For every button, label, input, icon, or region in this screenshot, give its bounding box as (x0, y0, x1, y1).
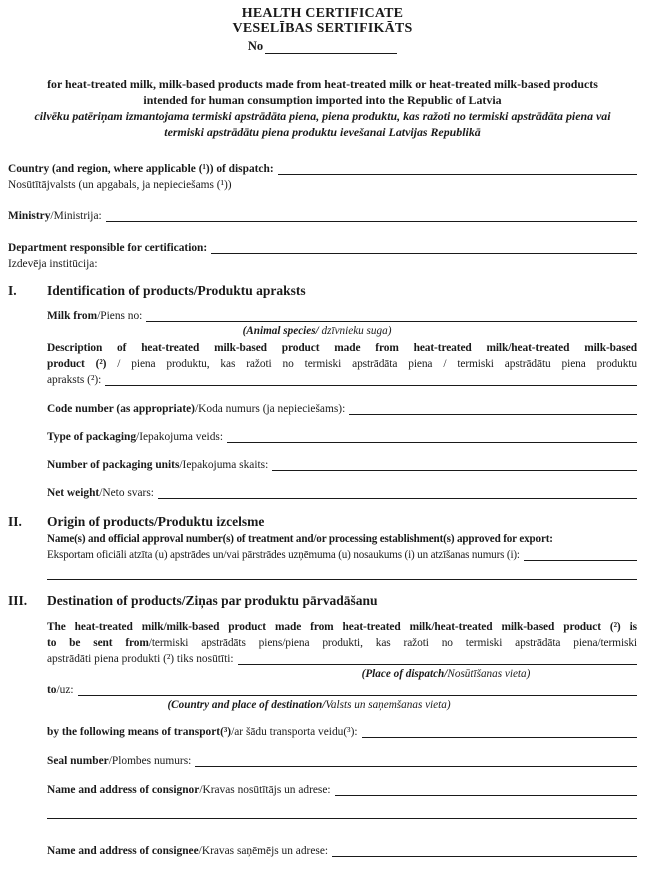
packaging-type-blank-line (227, 429, 637, 443)
certificate-no-label: No (247, 39, 264, 53)
seal-number-label-lv: /Plombes numurs: (108, 755, 192, 767)
sent-from-line-1: The heat-treated milk/milk-based product made from heat-treated milk/heat-treated milk-based product (²) is (47, 621, 637, 633)
destination-caption (47, 698, 571, 712)
ministry-label-en: Ministry (8, 210, 51, 222)
destination-row (47, 682, 637, 698)
consignor-blank-line (335, 782, 637, 796)
department-blank-line (211, 240, 637, 254)
code-number-blank-line (349, 401, 637, 415)
country-of-dispatch-row (8, 161, 637, 177)
title-en: HEALTH CERTIFICATE (241, 6, 404, 21)
animal-species-caption (47, 324, 587, 338)
section-i-heading (8, 282, 637, 300)
certificate-number-row (8, 38, 637, 56)
net-weight-row (47, 485, 637, 501)
sent-from-line-2-lv: /termiski apstrādāts piens/piena produkti, kas ražoti no termiski apstrādāta piena/termiski (148, 637, 637, 649)
consignee-blank-line (332, 843, 637, 857)
net-weight-label-en: Net weight (47, 487, 100, 499)
country-blank-line (278, 161, 637, 175)
milk-from-row (47, 308, 637, 324)
place-of-dispatch-caption-lv: Nosūtīšanas vieta) (447, 668, 531, 680)
packaging-units-label-lv: /Iepakojuma skaits: (179, 459, 269, 471)
seal-number-blank-line (195, 753, 637, 767)
packaging-type-row (47, 429, 637, 445)
packaging-units-blank-line (272, 457, 637, 471)
approval-continuation-line (47, 579, 637, 580)
packaging-type-label-en: Type of packaging (47, 431, 137, 443)
place-of-dispatch-blank-line (238, 651, 637, 665)
department-label-lv: Izdevēja institūcija: (8, 258, 98, 270)
approval-blank-line (524, 547, 637, 561)
section-ii-title: Origin of products/Produktu izcelsme (47, 514, 265, 529)
section-iii-numeral: III. (8, 593, 28, 608)
description-blank-line (105, 372, 637, 386)
transport-label-en: by the following means of transport(³) (47, 726, 232, 738)
description-line-2-en: product (²) (47, 358, 107, 370)
transport-label-lv: /ar šādu transporta veidu(³): (231, 726, 358, 738)
code-number-label-en: Code number (as appropriate) (47, 403, 195, 415)
destination-caption-en: (Country and place of destination/ (167, 699, 326, 711)
section-ii-numeral: II. (8, 514, 22, 529)
place-of-dispatch-caption-en: (Place of dispatch/ (361, 668, 448, 680)
transport-row (47, 724, 637, 740)
country-label-lv: Nosūtītājvalsts (un apgabals, ja nepieciešams (¹)) (8, 179, 232, 191)
milk-from-label-en: Milk from (47, 310, 98, 322)
ministry-row (8, 208, 637, 224)
place-of-dispatch-caption (248, 667, 644, 681)
description-line-2 (47, 356, 637, 372)
sent-from-line-2 (47, 635, 637, 651)
animal-species-caption-en: (Animal species/ (242, 325, 319, 337)
sent-from-line-3: apstrādāti piena produkti (²) tiks nosūtīti: (47, 653, 234, 665)
product-description-paragraph (47, 340, 637, 388)
sent-from-line-2-en: to be sent from (47, 637, 149, 649)
description-line-3-row (47, 372, 637, 388)
intro-en: for heat-treated milk, milk-based products made from heat-treated milk or heat-treated milk-based products intended for human consumption imported into the Republic of Latvia (47, 77, 598, 107)
ministry-blank-line (106, 208, 637, 222)
approval-statement-row-lv (47, 547, 637, 563)
code-number-label-lv: /Koda numurs (ja nepieciešams): (194, 403, 346, 415)
intro-paragraph (8, 76, 637, 140)
description-line-3: apraksts (²): (47, 374, 102, 386)
to-label-en: to (47, 684, 57, 696)
sent-from-paragraph (47, 619, 637, 667)
transport-blank-line (362, 724, 637, 738)
section-i-title: Identification of products/Produktu apraksts (47, 283, 306, 298)
department-label-en: Department responsible for certification: (8, 242, 208, 254)
approval-statement-en: Name(s) and official approval number(s) of treatment and/or processing establishment(s) approved for export: (47, 533, 553, 545)
section-ii-heading (8, 513, 637, 531)
consignee-label-en: Name and address of consignee (47, 845, 199, 857)
milk-from-label-lv: /Piens no: (97, 310, 143, 322)
packaging-type-label-lv: /Iepakojuma veids: (136, 431, 224, 443)
animal-species-caption-lv: dzīvnieku suga) (318, 325, 392, 337)
consignor-row (47, 782, 637, 798)
title-lv: VESELĪBAS SERTIFIKĀTS (232, 21, 413, 36)
packaging-units-label-en: Number of packaging units (47, 459, 180, 471)
sent-from-line-3-row (47, 651, 637, 667)
consignor-label-lv: /Kravas nosūtītājs un adrese: (199, 784, 331, 796)
description-line-1: Description of heat-treated milk-based product made from heat-treated milk/heat-treated milk-based (47, 342, 637, 354)
section-iii-title: Destination of products/Ziņas par produktu pārvadāšanu (47, 593, 378, 608)
net-weight-label-lv: /Neto svars: (99, 487, 154, 499)
consignor-label-en: Name and address of consignor (47, 784, 200, 796)
consignee-label-lv: /Kravas saņēmējs un adrese: (198, 845, 329, 857)
packaging-units-row (47, 457, 637, 473)
approval-statement-lv: Eksportam oficiāli atzīta (u) apstrādes un/vai pārstrādes uzņēmuma (u) nosaukums (i) un atzīšanas numurs (i): (47, 549, 520, 561)
ministry-label-lv: /Ministrija: (50, 210, 102, 222)
section-i-numeral: I. (8, 283, 17, 298)
consignee-row (47, 843, 637, 859)
certificate-no-blank (265, 41, 397, 54)
milk-from-blank-line (146, 308, 637, 322)
intro-lv: cilvēku patēriņam izmantojama termiski apstrādāta piena, piena produktu, kas ražoti no termiski apstrādāta piena vai termiski apstrādātu piena produktu ievešanai Latvijas Republikā (34, 109, 611, 139)
destination-caption-lv: Valsts un saņemšanas vieta) (325, 699, 451, 711)
destination-blank-line (78, 682, 637, 696)
department-row (8, 240, 637, 256)
consignor-continuation-line (47, 818, 637, 819)
to-label-lv: /uz: (56, 684, 74, 696)
section-iii-heading (8, 592, 637, 610)
code-number-row (47, 401, 637, 417)
seal-number-row (47, 753, 637, 769)
seal-number-label-en: Seal number (47, 755, 109, 767)
country-label-en: Country (and region, where applicable (¹)) of dispatch: (8, 163, 274, 175)
description-line-2-lv: / piena produktu, kas ražoti no termiski apstrādāta piena / termiski apstrādātu piena produktu (106, 358, 637, 370)
net-weight-blank-line (158, 485, 637, 499)
